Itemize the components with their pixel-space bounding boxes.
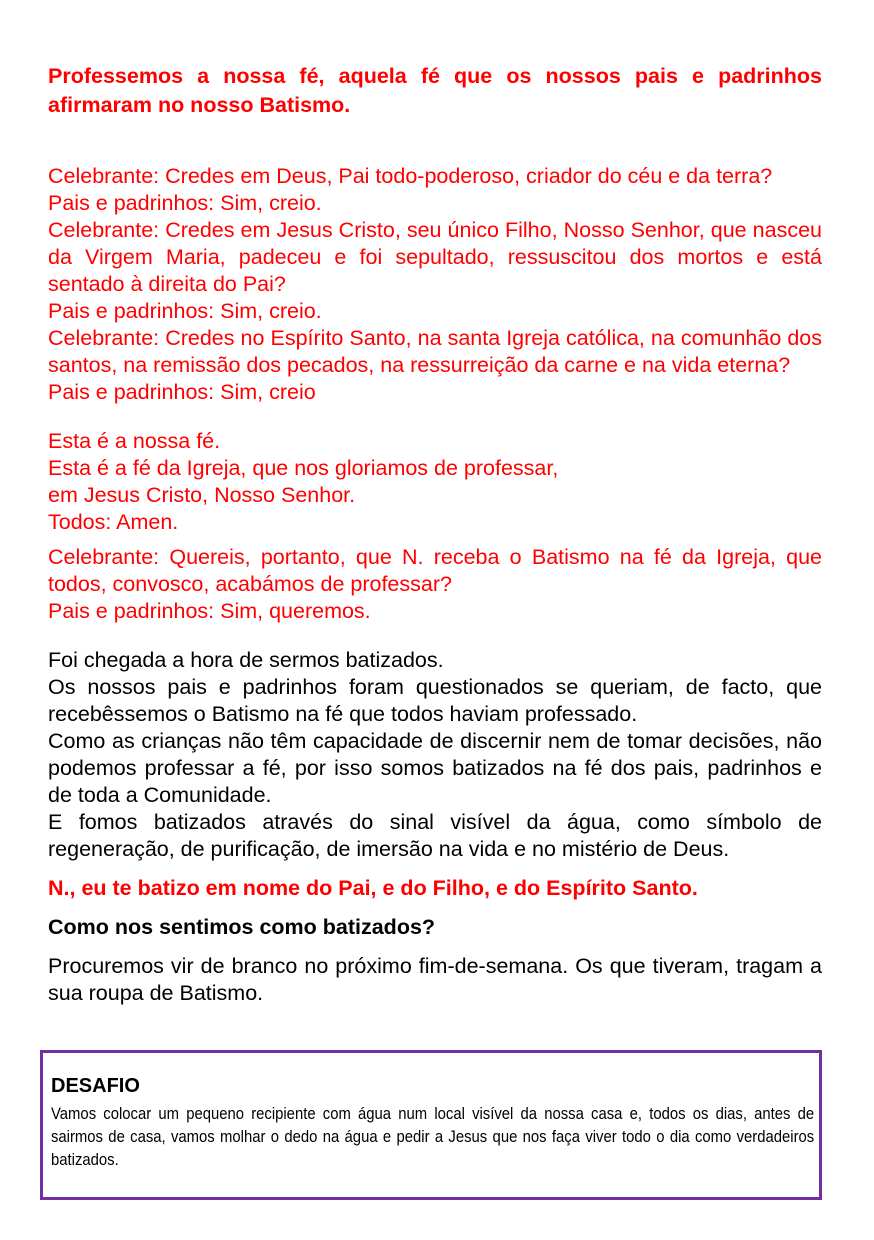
baptism-formula: N., eu te batizo em nome do Pai, e do Filho, e do Espírito Santo. [48, 876, 698, 900]
explanation-line: Como as crianças não têm capacidade de discernir nem de tomar decisões, não podemos professar a fé, por isso somos batizados na fé dos pais, padrinhos e de toda a Comunidade. [48, 729, 822, 807]
spacer [48, 941, 822, 953]
dialogue-line: Celebrante: Credes em Jesus Cristo, seu único Filho, Nosso Senhor, que nasceu da Virgem Maria, padeceu e foi sepultado, ressuscitou dos mortos e está sentado à direita do Pai? [48, 218, 822, 296]
profession-line: Todos: Amen. [48, 510, 179, 534]
intro-title: Professemos a nossa fé, aquela fé que os nossos pais e padrinhos afirmaram no nosso Batismo. [48, 63, 822, 117]
spacer [48, 141, 822, 163]
dialogue-block [48, 163, 822, 406]
dialogue-line: Pais e padrinhos: Sim, creio. [48, 191, 322, 215]
dialogue-line: Pais e padrinhos: Sim, creio. [48, 299, 322, 323]
desafio-title: DESAFIO [51, 1075, 140, 1097]
profession-line: Esta é a fé da Igreja, que nos gloriamos de professar, [48, 456, 559, 480]
question-heading: Como nos sentimos como batizados? [48, 915, 436, 939]
explanation-line: Os nossos pais e padrinhos foram questionados se queriam, de facto, que recebêssemos o Batismo na fé que todos haviam professado. [48, 675, 822, 726]
profession-block [48, 428, 822, 536]
dialogue-line: Celebrante: Credes em Deus, Pai todo-poderoso, criador do céu e da terra? [48, 164, 773, 188]
explanation-line: E fomos batizados através do sinal visível da água, como símbolo de regeneração, de purificação, de imersão na vida e no mistério de Deus. [48, 810, 822, 861]
spacer [48, 625, 822, 647]
document-page [48, 40, 822, 1007]
dialogue-line: Pais e padrinhos: Sim, creio [48, 380, 316, 404]
dialogue-line: Celebrante: Credes no Espírito Santo, na santa Igreja católica, na comunhão dos santos, na remissão dos pecados, na ressurreição da carne e na vida eterna? [48, 326, 822, 377]
explanation-block [48, 647, 822, 863]
desafio-box [40, 1050, 822, 1200]
invitation-text: Procuremos vir de branco no próximo fim-de-semana. Os que tiveram, tragam a sua roupa de Batismo. [48, 954, 822, 1005]
spacer [48, 536, 822, 544]
question-line: Pais e padrinhos: Sim, queremos. [48, 599, 371, 623]
desafio-text: Vamos colocar um pequeno recipiente com água num local visível da nossa casa e, todos os dias, antes de sairmos de casa, vamos molhar o dedo na água e pedir a Jesus que nos faça viver todo o dia como verdadeiros batizados. [51, 1105, 815, 1169]
question-line: Celebrante: Quereis, portanto, que N. receba o Batismo na fé da Igreja, que todos, convosco, acabámos de professar? [48, 545, 822, 596]
spacer [48, 902, 822, 914]
question-block [48, 544, 822, 625]
explanation-line: Foi chegada a hora de sermos batizados. [48, 648, 444, 672]
spacer [48, 406, 822, 428]
spacer [48, 863, 822, 875]
profession-line: em Jesus Cristo, Nosso Senhor. [48, 483, 356, 507]
profession-line: Esta é a nossa fé. [48, 429, 221, 453]
